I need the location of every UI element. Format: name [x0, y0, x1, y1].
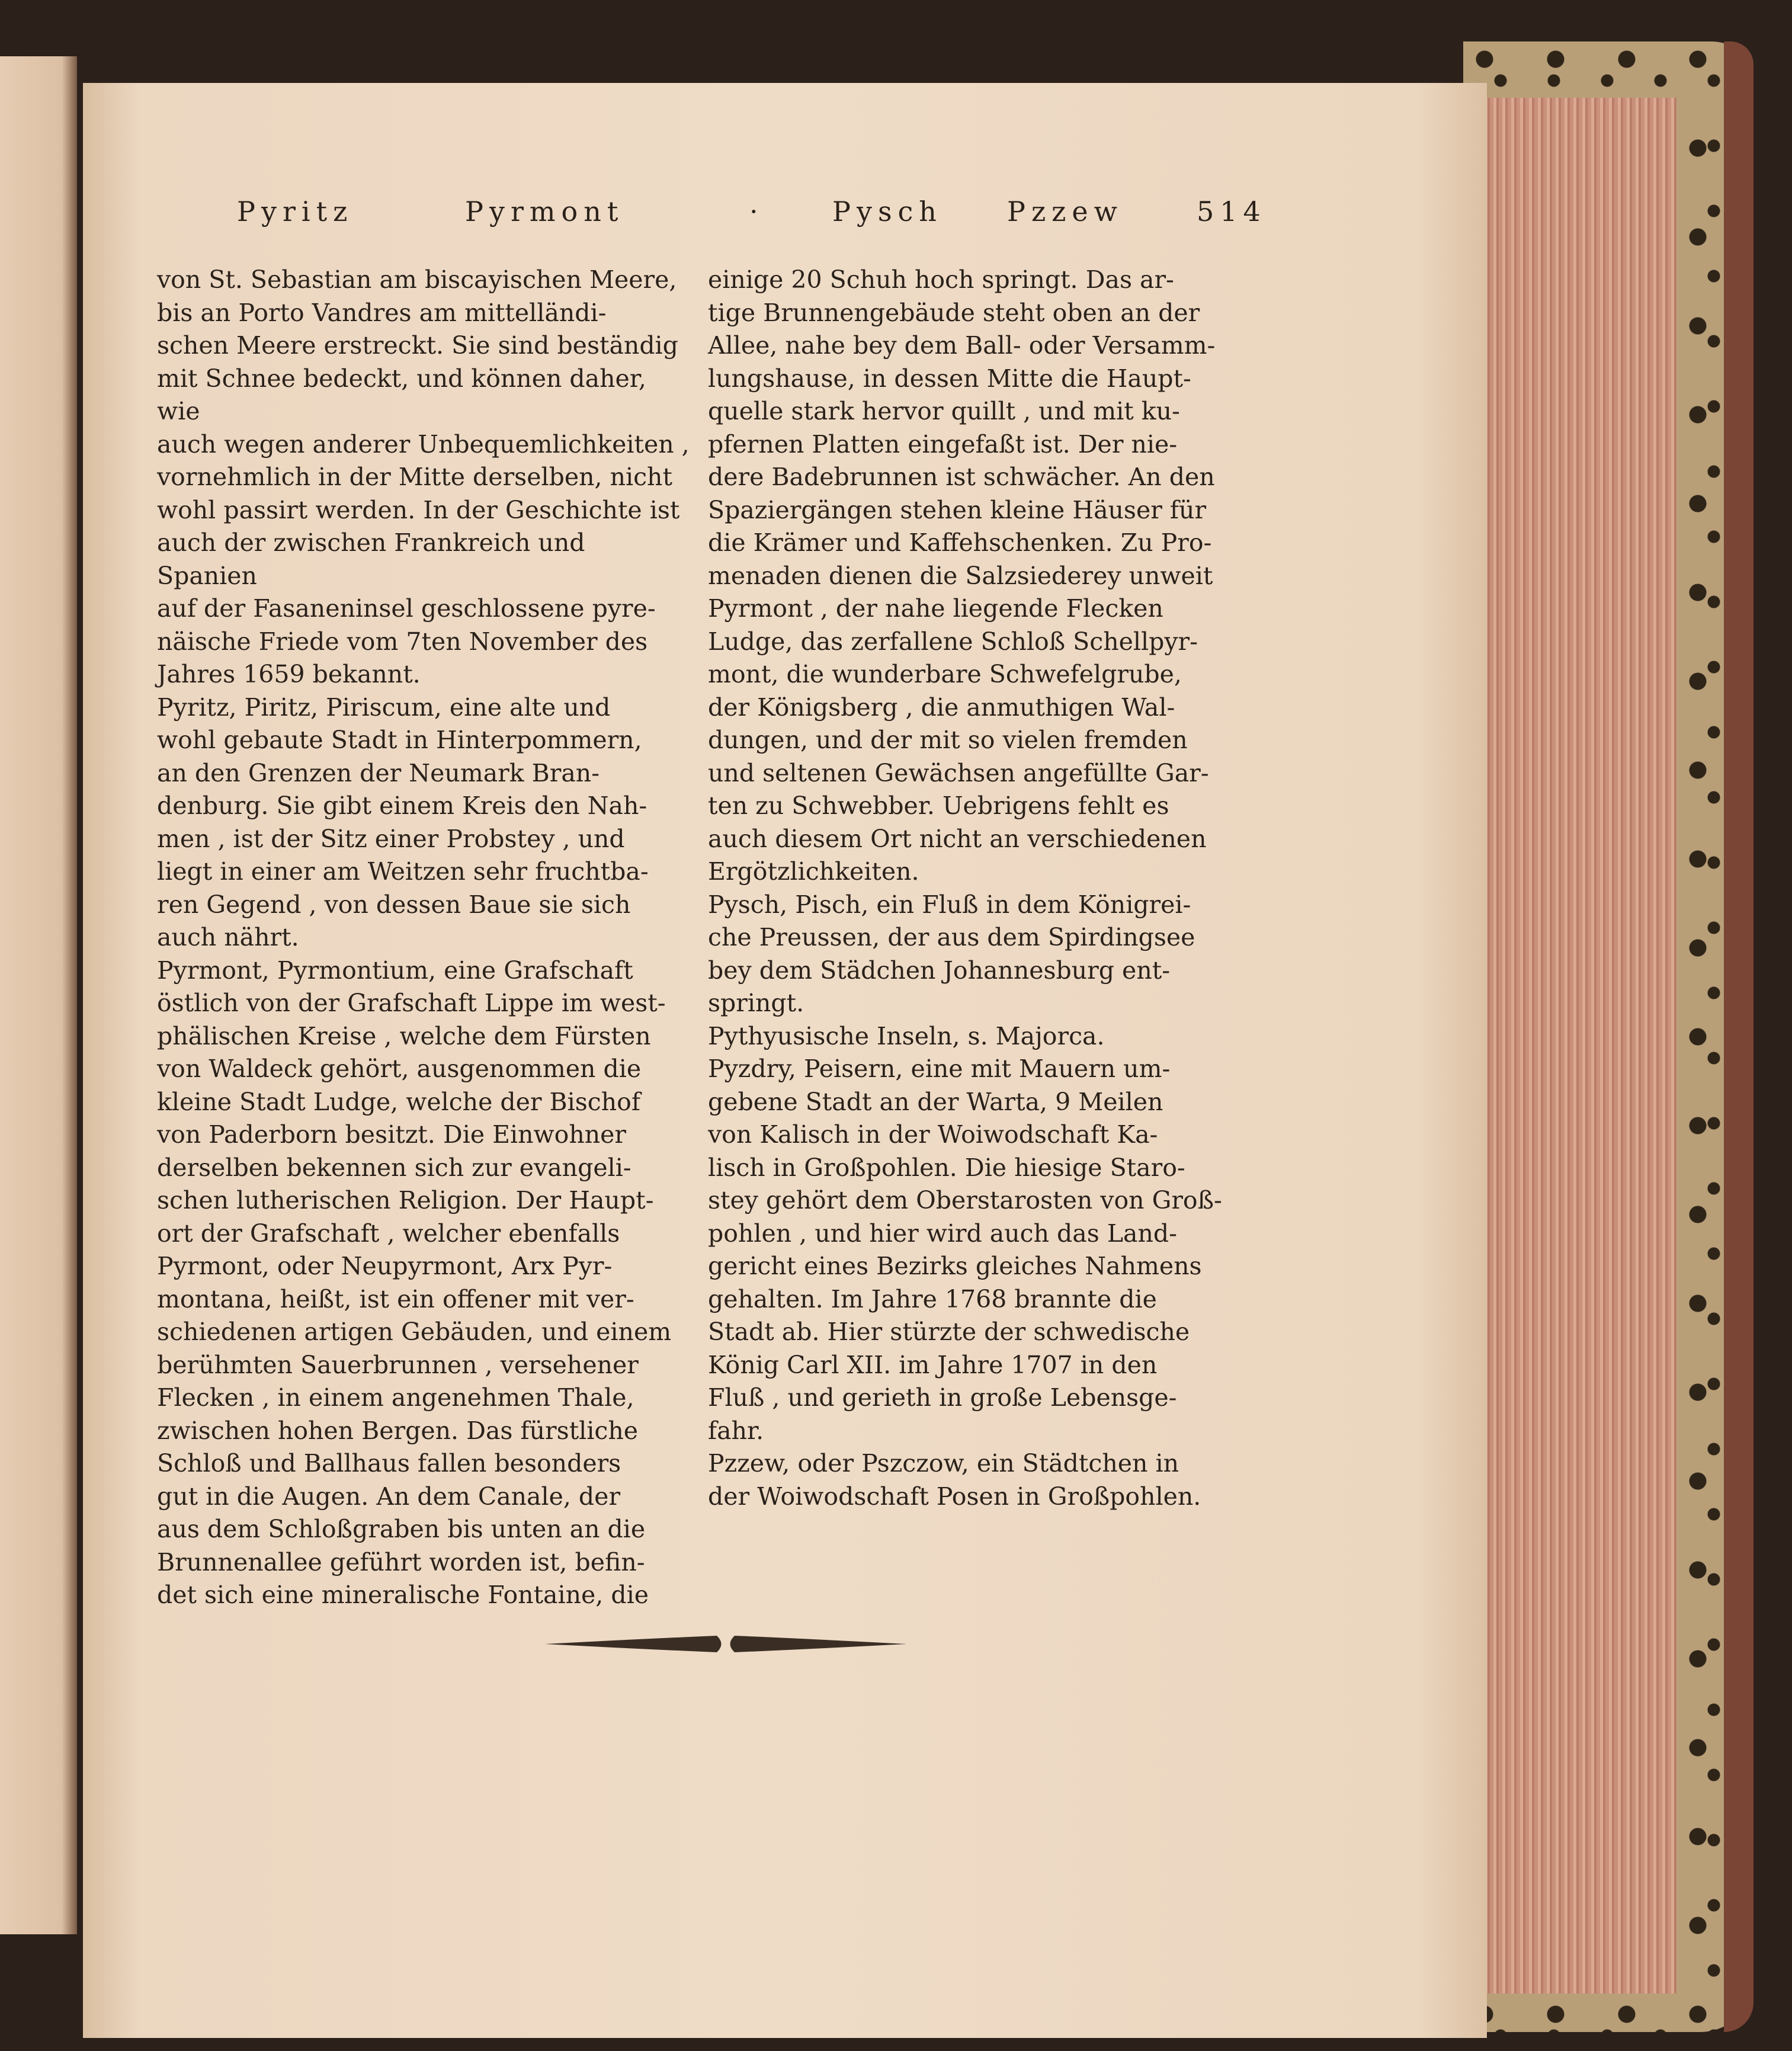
text-line: von Kalisch in der Woiwodschaft Ka- [708, 1120, 1158, 1149]
text-line: schen Meere erstreckt. Sie sind beständig [157, 331, 678, 360]
text-line: näische Friede vom 7ten November des [157, 627, 648, 656]
text-line: von Waldeck gehört, ausgenommen die [157, 1055, 642, 1083]
text-line: gebene Stadt an der Warta, 9 Meilen [708, 1087, 1163, 1116]
text-line: auch nährt. [157, 923, 299, 951]
entry-heading-line: Pyzdry, Peisern, eine mit Mauern um- [708, 1055, 1171, 1083]
text-line: ten zu Schwebber. Uebrigens fehlt es [708, 791, 1169, 820]
text-line: schen lutherischen Religion. Der Haupt- [157, 1186, 654, 1214]
text-line: ren Gegend , von dessen Baue sie sich [157, 890, 631, 919]
text-line: König Carl XII. im Jahre 1707 in den [708, 1350, 1158, 1379]
text-line: che Preussen, der aus dem Spirdingsee [708, 923, 1195, 951]
text-line: östlich von der Grafschaft Lippe im west- [157, 989, 666, 1017]
text-line: vornehmlich in der Mitte derselben, nicht [157, 463, 672, 491]
header-word-3: Pysch [832, 196, 943, 227]
text-line: lisch in Großpohlen. Die hiesige Staro- [708, 1153, 1185, 1182]
text-line: tige Brunnengebäude steht oben an der [708, 298, 1200, 327]
left-column [157, 264, 690, 1612]
text-line: und seltenen Gewächsen angefüllte Gar- [708, 758, 1209, 787]
text-line: Ludge, das zerfallene Schloß Schellpyr- [708, 627, 1198, 656]
text-line: auch diesem Ort nicht an verschiedenen [708, 824, 1207, 853]
page-edges [1481, 98, 1676, 1994]
text-line: bey dem Städchen Johannesburg ent- [708, 956, 1171, 985]
text-line: Fluß , und gerieth in große Lebensge- [708, 1383, 1177, 1412]
text-line: von Paderborn besitzt. Die Einwohner [157, 1120, 627, 1149]
text-line: auch der zwischen Frankreich und Spanien [157, 528, 585, 590]
text-line: wohl gebaute Stadt in Hinterpommern, [157, 726, 642, 754]
text-line: kleine Stadt Ludge, welche der Bischof [157, 1087, 641, 1116]
text-line: mont, die wunderbare Schwefelgrube, [708, 660, 1182, 688]
text-line: der Königsberg , die anmuthigen Wal- [708, 693, 1175, 722]
text-line: einige 20 Schuh hoch springt. Das ar- [708, 265, 1174, 294]
text-line: dungen, und der mit so vielen fremden [708, 726, 1188, 754]
text-line: Schloß und Ballhaus fallen besonders [157, 1449, 621, 1478]
text-line: mit Schnee bedeckt, und können daher, wie [157, 364, 646, 425]
text-line: ort der Grafschaft , welcher ebenfalls [157, 1219, 620, 1248]
text-line: fahr. [708, 1416, 764, 1445]
text-line: auch wegen anderer Unbequemlichkeiten , [157, 430, 690, 459]
text-line: bis an Porto Vandres am mittelländi- [157, 298, 607, 327]
text-line: Flecken , in einem angenehmen Thale, [157, 1383, 634, 1412]
text-line: springt. [708, 989, 804, 1017]
text-line: schiedenen artigen Gebäuden, und einem [157, 1318, 672, 1346]
text-line: derselben bekennen sich zur evangeli- [157, 1153, 631, 1182]
page-number: 514 [1197, 196, 1267, 227]
text-line: liegt in einer am Weitzen sehr fruchtba- [157, 857, 649, 886]
right-column [708, 264, 1241, 1513]
text-line: men , ist der Sitz einer Probstey , und [157, 824, 625, 853]
text-line: Pyrmont , der nahe liegende Flecken [708, 594, 1163, 623]
entry-heading-line: Pyrmont, Pyrmontium, eine Grafschaft [157, 956, 633, 985]
text-line: pfernen Platten eingefaßt ist. Der nie- [708, 430, 1178, 459]
text-line: der Woiwodschaft Posen in Großpohlen. [708, 1482, 1201, 1511]
text-line: Ergötzlichkeiten. [708, 857, 919, 886]
text-line: an den Grenzen der Neumark Bran- [157, 758, 600, 787]
header-word-2: Pyrmont [465, 196, 624, 227]
left-page-edge [0, 56, 77, 1934]
text-line: quelle stark hervor quillt , und mit ku- [708, 397, 1180, 425]
entry-heading-line: Pysch, Pisch, ein Fluß in dem Königrei- [708, 890, 1191, 919]
text-line: die Krämer und Kaffehschenken. Zu Pro- [708, 528, 1212, 557]
text-line: gut in die Augen. An dem Canale, der [157, 1482, 621, 1511]
header-dot: · [749, 196, 764, 227]
running-header [0, 196, 1792, 237]
text-line: aus dem Schloßgraben bis unten an die [157, 1515, 646, 1543]
text-line: Allee, nahe bey dem Ball- oder Versamm- [708, 331, 1216, 360]
text-line: Brunnenallee geführt worden ist, befin- [157, 1547, 645, 1576]
text-line: pohlen , und hier wird auch das Land- [708, 1219, 1177, 1248]
entry-heading-line: Pzzew, oder Pszczow, ein Städtchen in [708, 1449, 1179, 1478]
text-line: auf der Fasaneninsel geschlossene pyre- [157, 594, 656, 623]
text-line: phälischen Kreise , welche dem Fürsten [157, 1021, 651, 1050]
text-line: berühmten Sauerbrunnen , versehener [157, 1350, 639, 1379]
text-line: von St. Sebastian am biscayischen Meere, [157, 265, 677, 294]
text-line: Spaziergängen stehen kleine Häuser für [708, 495, 1207, 524]
text-line: dere Badebrunnen ist schwächer. An den [708, 463, 1215, 491]
text-line: gehalten. Im Jahre 1768 brannte die [708, 1284, 1157, 1313]
text-line: menaden dienen die Salzsiederey unweit [708, 561, 1213, 590]
closing-flourish [545, 1632, 906, 1656]
text-line: stey gehört dem Oberstarosten von Groß- [708, 1186, 1222, 1214]
text-line: denburg. Sie gibt einem Kreis den Nah- [157, 791, 647, 820]
text-line: wohl passirt werden. In der Geschichte ist [157, 495, 680, 524]
header-word-4: Pzzew [1007, 196, 1124, 227]
text-line: Jahres 1659 bekannt. [157, 660, 421, 688]
cover-edge [1724, 41, 1753, 2032]
text-line: zwischen hohen Bergen. Das fürstliche [157, 1416, 639, 1445]
text-line: Stadt ab. Hier stürzte der schwedische [708, 1318, 1190, 1346]
text-line: gericht eines Bezirks gleiches Nahmens [708, 1252, 1202, 1280]
entry-heading-line: Pythyusische Inseln, s. Majorca. [708, 1021, 1105, 1050]
text-line: lungshause, in dessen Mitte die Haupt- [708, 364, 1191, 393]
text-line: montana, heißt, ist ein offener mit ver- [157, 1284, 634, 1313]
text-line: det sich eine mineralische Fontaine, die [157, 1581, 649, 1609]
entry-heading-line: Pyrmont, oder Neupyrmont, Arx Pyr- [157, 1252, 613, 1280]
entry-heading-line: Pyritz, Piritz, Piriscum, eine alte und [157, 693, 611, 722]
header-word-1: Pyritz [237, 196, 354, 227]
